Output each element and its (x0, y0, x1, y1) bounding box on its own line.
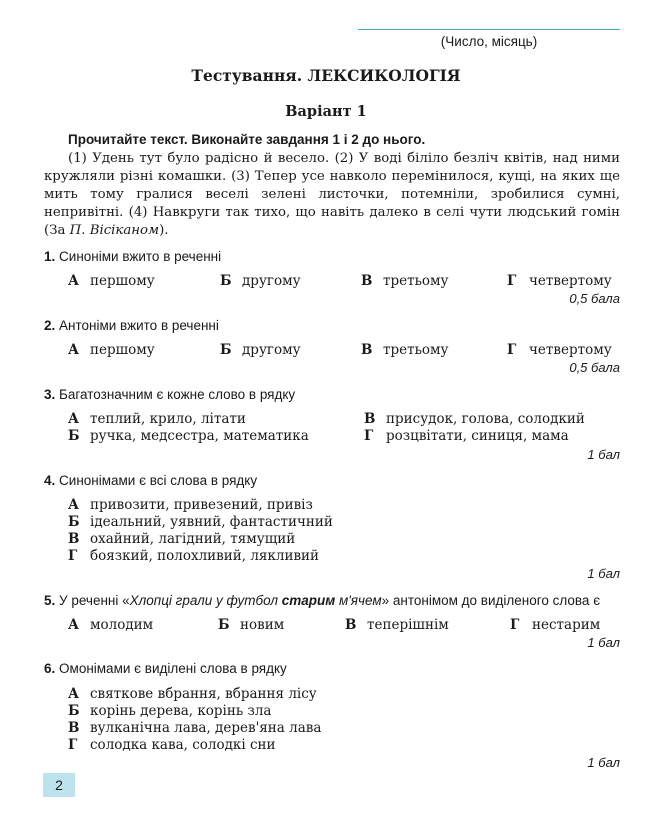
question-number: 5. (44, 593, 56, 608)
question-text-before: У реченні « (59, 593, 130, 608)
option-letter: Г (68, 548, 78, 564)
option-text: ручка, медсестра, математика (90, 428, 309, 444)
option-a[interactable] (68, 411, 246, 427)
option-letter: Г (364, 428, 374, 444)
option-text: корінь дерева, корінь зла (90, 703, 272, 719)
variant-heading: Варіант 1 (285, 103, 367, 120)
option-text: нестарим (532, 617, 601, 633)
question-number: 6. (44, 661, 56, 676)
option-letter: В (361, 273, 373, 289)
option-letter: Б (220, 273, 232, 289)
option-v[interactable] (364, 411, 585, 427)
option-text: третьому (383, 342, 449, 358)
option-h[interactable] (68, 737, 276, 753)
option-a[interactable] (68, 342, 155, 358)
option-b[interactable] (68, 514, 333, 530)
option-h[interactable] (68, 548, 319, 564)
page-title: Тестування. ЛЕКСИКОЛОГІЯ (191, 66, 461, 85)
option-letter: В (68, 720, 80, 736)
option-letter: Г (68, 737, 78, 753)
option-h[interactable] (507, 342, 612, 358)
option-v[interactable] (345, 617, 449, 633)
option-text: четвертому (529, 342, 612, 358)
option-letter: Б (68, 703, 80, 719)
option-letter: А (68, 342, 79, 358)
score-label: 0,5 бала (569, 291, 620, 306)
option-text: другому (242, 273, 301, 289)
option-text: молодим (90, 617, 154, 633)
option-text: новим (240, 617, 285, 633)
option-letter: А (68, 273, 79, 289)
option-a[interactable] (68, 497, 313, 513)
option-text: теперішнім (367, 617, 449, 633)
question-5 (44, 593, 600, 608)
example-sentence-a: Хлопці грали у футбол (129, 593, 282, 608)
question-text: Багатозначним є кожне слово в рядку (59, 387, 296, 402)
option-text: боязкий, полохливий, лякливий (90, 548, 320, 564)
option-v[interactable] (68, 720, 321, 736)
option-letter: А (68, 686, 79, 702)
question-text: Синоніми вжито в реченні (59, 249, 222, 264)
passage-closing: ). (159, 223, 169, 238)
option-letter: Г (507, 273, 517, 289)
option-text: святкове вбрання, вбрання лісу (90, 686, 317, 702)
score-label: 1 бал (587, 566, 620, 581)
option-letter: В (68, 531, 80, 547)
option-text: розцвітати, синиця, мама (386, 428, 569, 444)
option-h[interactable] (507, 273, 612, 289)
option-v[interactable] (68, 531, 295, 547)
option-b[interactable] (68, 428, 309, 444)
option-text: охайний, лагідний, тямущий (90, 531, 296, 547)
option-text: солодка кава, солодкі сни (90, 737, 276, 753)
reading-passage (44, 150, 620, 240)
option-text: першому (90, 273, 155, 289)
option-v[interactable] (361, 273, 449, 289)
score-label: 1 бал (587, 635, 620, 650)
highlighted-word: старим (281, 593, 336, 608)
option-text: вулканічна лава, дерев'яна лава (90, 720, 322, 736)
option-letter: А (68, 497, 79, 513)
question-3 (44, 387, 295, 402)
option-a[interactable] (68, 686, 317, 702)
question-4 (44, 473, 257, 488)
option-text: привозити, привезений, привіз (90, 497, 313, 513)
question-text-after: » антонімом до виділеного слова є (381, 593, 601, 608)
option-letter: А (68, 411, 79, 427)
score-label: 1 бал (587, 755, 620, 770)
option-letter: В (345, 617, 357, 633)
option-text: першому (90, 342, 155, 358)
question-number: 1. (44, 249, 56, 264)
option-h[interactable] (364, 428, 569, 444)
date-label: (Число, місяць) (440, 34, 538, 49)
question-number: 4. (44, 473, 56, 488)
option-letter: Б (220, 342, 232, 358)
option-letter: Г (507, 342, 517, 358)
question-1 (44, 249, 221, 264)
question-number: 3. (44, 387, 56, 402)
option-a[interactable] (68, 273, 155, 289)
option-text: третьому (383, 273, 449, 289)
option-text: присудок, голова, солодкий (386, 411, 585, 427)
option-text: теплий, крило, літати (90, 411, 246, 427)
option-b[interactable] (218, 617, 284, 633)
passage-text: (1) Удень тут було радісно й весело. (2) У воді біліло безліч квітів, над ними кружляли різні комашки. (3) Тепер усе навколо перемінилося, кущі, на яких ще мить тому гралися веселі зелені листочки, потемніли, зробилися сумні, непривітні. (4) Навкруги так тихо, що навіть далеко в селі чути людський гомін (За (44, 151, 620, 238)
option-b[interactable] (220, 342, 301, 358)
page-number: 2 (43, 773, 75, 797)
option-text: ідеальний, уявний, фантастичний (90, 514, 333, 530)
option-letter: В (361, 342, 373, 358)
option-h[interactable] (510, 617, 600, 633)
option-letter: Б (218, 617, 230, 633)
score-label: 0,5 бала (569, 360, 620, 375)
option-letter: А (68, 617, 79, 633)
option-b[interactable] (68, 703, 271, 719)
option-letter: Г (510, 617, 520, 633)
score-label: 1 бал (587, 447, 620, 462)
option-b[interactable] (220, 273, 301, 289)
option-v[interactable] (361, 342, 449, 358)
question-text: Омонімами є виділені слова в рядку (59, 661, 287, 676)
option-letter: Б (68, 428, 80, 444)
passage-author: П. Вісіканом (69, 223, 160, 238)
question-6 (44, 661, 287, 676)
instruction: Прочитайте текст. Виконайте завдання 1 і 2 до нього. (68, 132, 426, 147)
date-line (358, 29, 620, 30)
option-text: другому (242, 342, 301, 358)
question-number: 2. (44, 318, 56, 333)
question-2 (44, 318, 219, 333)
option-a[interactable] (68, 617, 153, 633)
option-text: четвертому (529, 273, 612, 289)
question-text: Антоніми вжито в реченні (59, 318, 219, 333)
example-sentence-b: м'ячем (335, 593, 382, 608)
option-letter: Б (68, 514, 80, 530)
option-letter: В (364, 411, 376, 427)
question-text: Синонімами є всі слова в рядку (59, 473, 258, 488)
